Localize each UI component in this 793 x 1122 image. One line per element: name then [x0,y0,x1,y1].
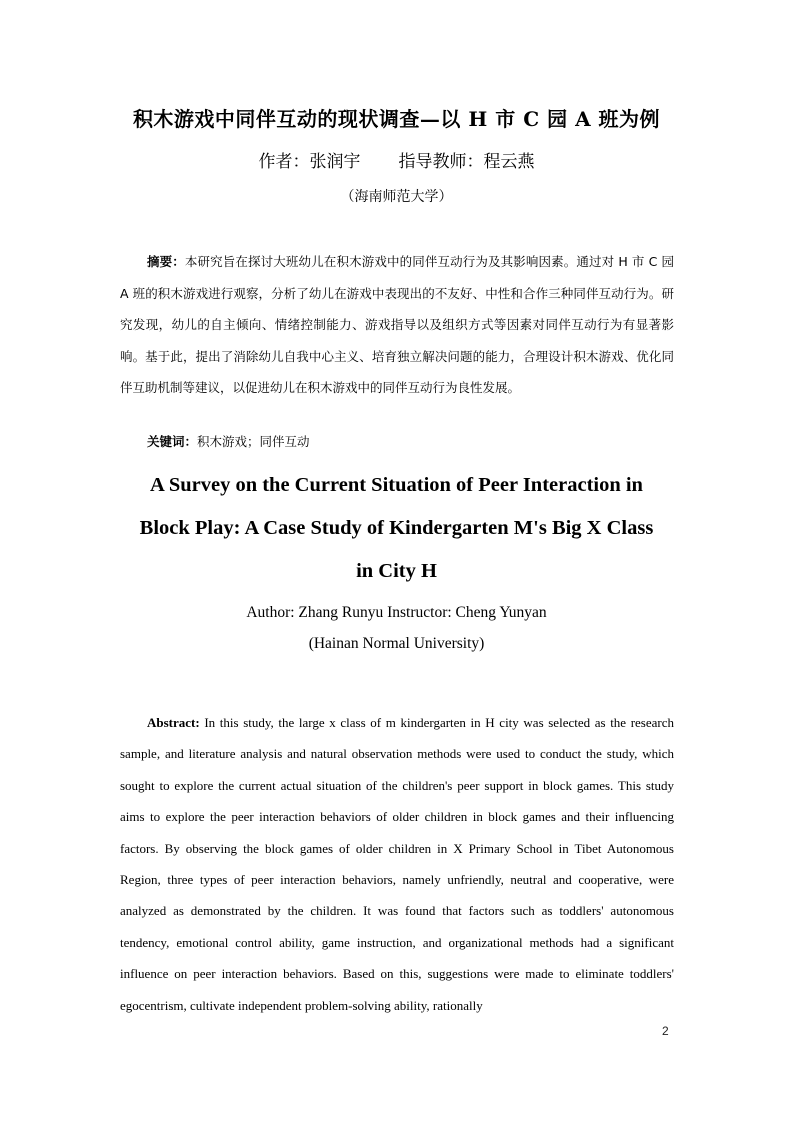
english-abstract-text: In this study, the large x class of m kindergarten in H city was selected as the research sample, and literature analysis and natural observation methods were used to conduct the study, which sought to explore the current actual situation of the children's peer support in block games. This study aims to explore the peer interaction behaviors of older children in block games and their influencing factors. By observing the block games of older children in X Primary School in Tibet Autonomous Region, three types of peer interaction behaviors, namely unfriendly, neutral and cooperative, were analyzed as demonstrated by the children. It was found that factors such as toddlers' autonomous tendency, emotional control ability, game instruction, and organizational methods had a significant influence on peer interaction behaviors. Based on this, suggestions were made to eliminate toddlers' egocentrism, cultivate independent problem-solving ability, rationally [120,715,674,1013]
chinese-abstract-text: 本研究旨在探讨大班幼儿在积木游戏中的同伴互动行为及其影响因素。通过对 H 市 C 园 A 班的积木游戏进行观察，分析了幼儿在游戏中表现出的不友好、中性和合作三种同伴互动行为。研究发现，幼儿的自主倾向、情绪控制能力、游戏指导以及组织方式等因素对同伴互动行为有显著影响。基于此，提出了消除幼儿自我中心主义、培育独立解决问题的能力，合理设计积木游戏、优化同伴互助机制等建议，以促进幼儿在积木游戏中的同伴互动行为良性发展。 [120,254,674,395]
english-affiliation: (Hainan Normal University) [308,635,485,652]
english-authors: Author: Zhang Runyu Instructor: Cheng Yunyan [246,604,547,621]
chinese-title: 积木游戏中同伴互动的现状调查—以 H 市 C 园 A 班为例 [132,107,661,131]
chinese-advisor: 指导教师：程云燕 [398,152,535,172]
page-number: 2 [662,1024,669,1038]
english-abstract [120,707,674,1021]
english-title-line: A Survey on the Current Situation of Peer Interaction in [150,474,643,496]
chinese-author: 作者：张润宇 [258,152,361,172]
english-title-line: Block Play: A Case Study of Kindergarten M's Big X Class [139,517,654,539]
chinese-abstract-label: 摘要： [147,254,185,269]
chinese-abstract [120,246,674,404]
chinese-author-line [0,147,793,172]
chinese-affiliation: （海南师范大学） [340,189,453,205]
english-title-line: in City H [356,560,437,582]
english-title [110,464,683,593]
english-abstract-label: Abstract: [147,715,200,730]
chinese-keywords-text: 积木游戏；同伴互动 [197,434,310,449]
chinese-keywords-label: 关键词： [147,434,198,449]
chinese-keywords [147,432,310,450]
